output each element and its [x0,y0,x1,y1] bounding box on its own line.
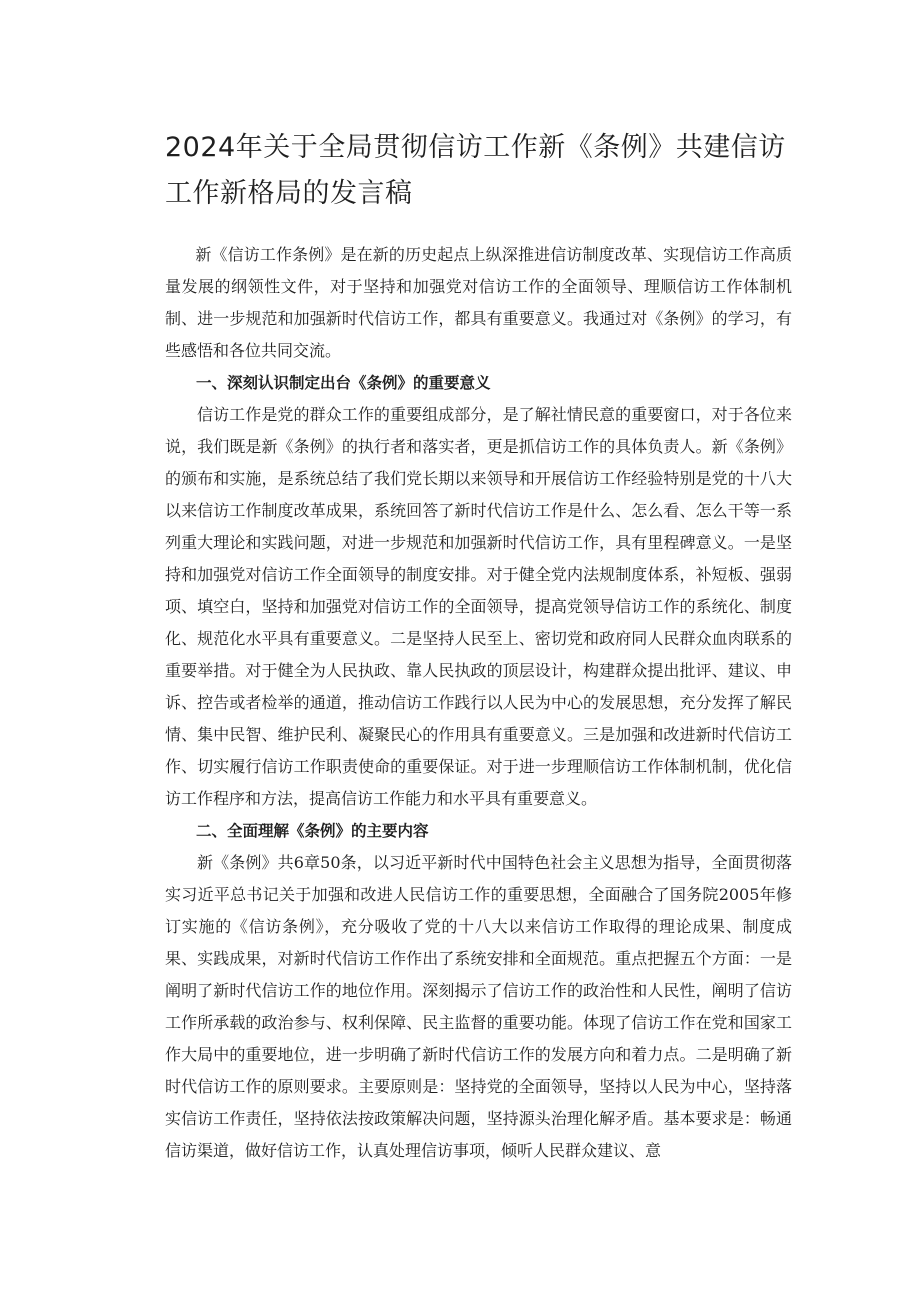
document-body [165,239,792,1167]
intro-paragraph: 新《信访工作条例》是在新的历史起点上纵深推进信访制度改革、实现信访工作高质量发展的纲领性文件，对于坚持和加强党对信访工作的全面领导、理顺信访工作体制机制、进一步规范和加强新时代信访工作，都具有重要意义。我通过对《条例》的学习，有些感悟和各位共同交流。 [165,245,792,360]
section-2-heading: 二、全面理解《条例》的主要内容 [196,822,429,840]
section-2-paragraph: 新《条例》共6章50条，以习近平新时代中国特色社会主义思想为指导，全面贯彻落实习近平总书记关于加强和改进人民信访工作的重要思想，全面融合了国务院2005年修订实施的《信访条例》，充分吸收了党的十八大以来信访工作取得的理论成果、制度成果、实践成果，对新时代信访工作作出了系统安排和全面规范。重点把握五个方面：一是阐明了新时代信访工作的地位作用。深刻揭示了信访工作的政治性和人民性，阐明了信访工作所承载的政治参与、权利保障、民主监督的重要功能。体现了信访工作在党和国家工作大局中的重要地位，进一步明确了新时代信访工作的发展方向和着力点。二是明确了新时代信访工作的原则要求。主要原则是：坚持党的全面领导，坚持以人民为中心，坚持落实信访工作责任，坚持依法按政策解决问题，坚持源头治理化解矛盾。基本要求是：畅通信访渠道，做好信访工作，认真处理信访事项，倾听人民群众建议、意 [165,853,792,1160]
section-1-heading: 一、深刻认识制定出台《条例》的重要意义 [196,374,491,392]
section-1-paragraph: 信访工作是党的群众工作的重要组成部分，是了解社情民意的重要窗口，对于各位来说，我们既是新《条例》的执行者和落实者，更是抓信访工作的具体负责人。新《条例》的颁布和实施，是系统总结了我们党长期以来领导和开展信访工作经验特别是党的十八大以来信访工作制度改革成果，系统回答了新时代信访工作是什么、怎么看、怎么干等一系列重大理论和实践问题，对进一步规范和加强新时代信访工作，具有里程碑意义。一是坚持和加强党对信访工作全面领导的制度安排。对于健全党内法规制度体系，补短板、强弱项、填空白，坚持和加强党对信访工作的全面领导，提高党领导信访工作的系统化、制度化、规范化水平具有重要意义。二是坚持人民至上、密切党和政府同人民群众血肉联系的重要举措。对于健全为人民执政、靠人民执政的顶层设计，构建群众提出批评、建议、申诉、控告或者检举的通道，推动信访工作践行以人民为中心的发展思想，充分发挥了解民情、集中民智、维护民利、凝聚民心的作用具有重要意义。三是加强和改进新时代信访工作、切实履行信访工作职责使命的重要保证。对于进一步理顺信访工作体制机制，优化信访工作程序和方法，提高信访工作能力和水平具有重要意义。 [165,405,792,808]
document-title: 2024年关于全局贯彻信访工作新《条例》共建信访工作新格局的发言稿 [165,132,786,209]
